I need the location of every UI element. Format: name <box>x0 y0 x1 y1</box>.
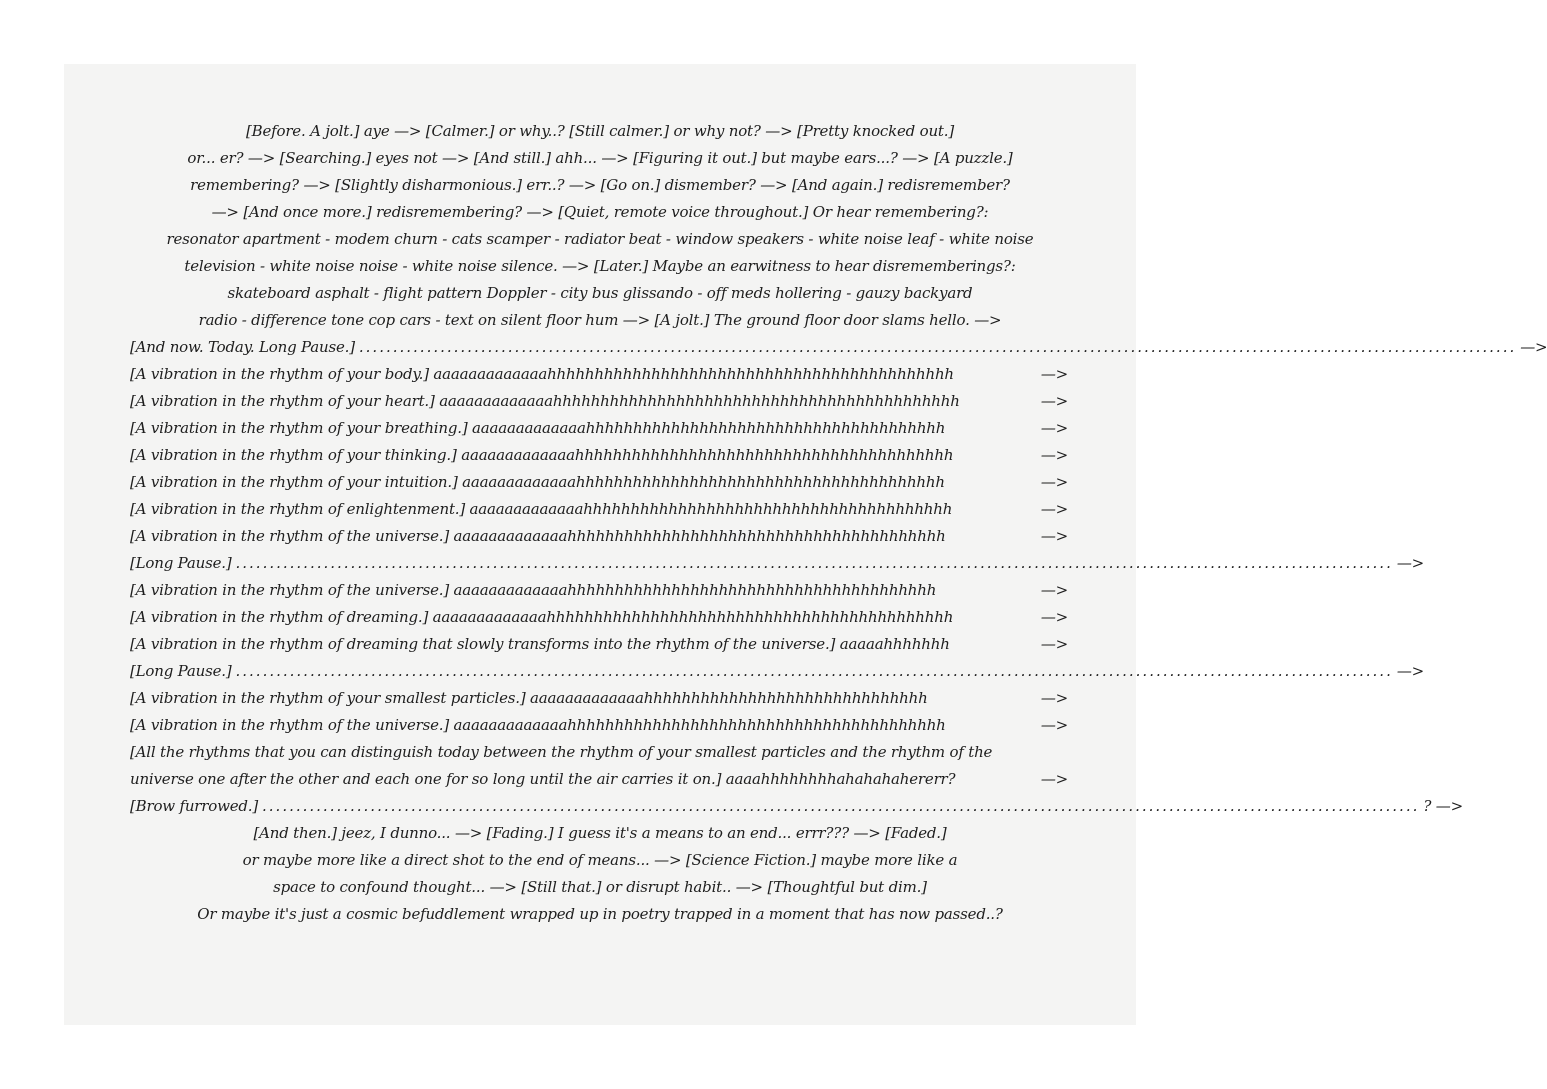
dotted-leader: ........................................................................................................................................................................... <box>262 797 1420 815</box>
line-text: [A vibration in the rhythm of your smallest particles.] aaaaaaaaaaaaahhhhhhhhhhhhhhhhhhhhhhhhhhhhhh <box>130 689 928 707</box>
line-text: [A vibration in the rhythm of enlightenment.] aaaaaaaaaaaaahhhhhhhhhhhhhhhhhhhhhhhhhhhhhhhhhhhhhhh <box>130 500 953 518</box>
line-text: [Long Pause.] <box>130 662 232 680</box>
text-line: television - white noise noise - white noise silence. —> [Later.] Maybe an earwitness to hear disrememberings?: <box>184 257 1016 275</box>
handwritten-text-block <box>64 118 1547 928</box>
line-text: [A vibration in the rhythm of dreaming that slowly transforms into the rhythm of the universe.] aaaaahhhhhhh <box>130 635 950 653</box>
line-text: [Brow furrowed.] <box>130 797 259 815</box>
text-line <box>64 604 1136 631</box>
text-line: Or maybe it's just a cosmic befuddlement wrapped up in poetry trapped in a moment that has now passed..? <box>197 905 1003 923</box>
text-line <box>64 685 1136 712</box>
line-text: [A vibration in the rhythm of your intuition.] aaaaaaaaaaaaahhhhhhhhhhhhhhhhhhhhhhhhhhhhhhhhhhhhhhh <box>130 473 945 491</box>
text-line <box>64 334 1547 361</box>
text-line: resonator apartment - modem churn - cats scamper - radiator beat - window speakers - white noise leaf - white noise <box>166 230 1034 248</box>
text-line: or... er? —> [Searching.] eyes not —> [And still.] ahh... —> [Figuring it out.] but maybe ears...? —> [A puzzle.] <box>187 149 1013 167</box>
text-line: [And then.] jeez, I dunno... —> [Fading.] I guess it's a means to an end... errr??? —> [Faded.] <box>253 824 947 842</box>
text-line <box>64 658 1425 685</box>
text-line <box>64 415 1136 442</box>
line-text: [A vibration in the rhythm of your body.] aaaaaaaaaaaaahhhhhhhhhhhhhhhhhhhhhhhhhhhhhhhhhhhhhhhhhhh <box>130 365 954 383</box>
text-line <box>64 523 1136 550</box>
arrow-mark: —> <box>1396 554 1425 572</box>
text-line <box>64 712 1136 739</box>
text-line: remembering? —> [Slightly disharmonious.] err..? —> [Go on.] dismember? —> [And again.] redisremember? <box>190 176 1010 194</box>
arrow-mark: —> <box>1040 635 1068 653</box>
text-line <box>64 739 1136 766</box>
arrow-mark: —> <box>1040 419 1068 437</box>
dotted-leader: ........................................................................................................................................................................... <box>358 338 1517 356</box>
line-text: universe one after the other and each one for so long until the air carries it on.] aaaahhhhhhhhahahahahererr? <box>130 770 956 788</box>
arrow-mark: —> <box>1040 581 1068 599</box>
text-line: or maybe more like a direct shot to the end of means... —> [Science Fiction.] maybe more like a <box>242 851 958 869</box>
arrow-mark: —> <box>1520 338 1547 356</box>
text-line <box>64 577 1136 604</box>
arrow-mark: —> <box>1040 770 1068 788</box>
text-line: radio - difference tone cop cars - text on silent floor hum —> [A jolt.] The ground floor door slams hello. —> <box>198 311 1002 329</box>
text-line <box>64 361 1136 388</box>
text-line <box>64 550 1425 577</box>
text-line <box>64 793 1463 820</box>
text-line <box>64 442 1136 469</box>
text-line: skateboard asphalt - flight pattern Doppler - city bus glissando - off meds hollering - gauzy backyard <box>227 284 973 302</box>
line-text: [Long Pause.] <box>130 554 232 572</box>
line-text: [A vibration in the rhythm of the universe.] aaaaaaaaaaaaahhhhhhhhhhhhhhhhhhhhhhhhhhhhhhhhhhhhhhh <box>130 581 937 599</box>
arrow-mark: —> <box>1040 392 1068 410</box>
dotted-leader: ........................................................................................................................................................................... <box>235 662 1393 680</box>
line-text: [And now. Today. Long Pause.] <box>130 338 355 356</box>
arrow-mark: —> <box>1040 689 1068 707</box>
line-text: [All the rhythms that you can distinguish today between the rhythm of your smallest particles and the rhythm of the <box>130 743 993 761</box>
text-line <box>64 631 1136 658</box>
text-line <box>64 469 1136 496</box>
line-text: [A vibration in the rhythm of dreaming.] aaaaaaaaaaaaahhhhhhhhhhhhhhhhhhhhhhhhhhhhhhhhhhhhhhhhhhh <box>130 608 954 626</box>
text-line: [Before. A jolt.] aye —> [Calmer.] or why..? [Still calmer.] or why not? —> [Pretty knocked out.] <box>246 122 954 140</box>
text-line: —> [And once more.] redisremembering? —> [Quiet, remote voice throughout.] Or hear remembering?: <box>211 203 989 221</box>
arrow-mark: —> <box>1040 500 1068 518</box>
line-text: [A vibration in the rhythm of the universe.] aaaaaaaaaaaaahhhhhhhhhhhhhhhhhhhhhhhhhhhhhhhhhhhhhhhh <box>130 716 946 734</box>
line-text: [A vibration in the rhythm of your thinking.] aaaaaaaaaaaaahhhhhhhhhhhhhhhhhhhhhhhhhhhhhhhhhhhhhhhh <box>130 446 954 464</box>
arrow-mark: —> <box>1040 527 1068 545</box>
line-text: [A vibration in the rhythm of your breathing.] aaaaaaaaaaaaahhhhhhhhhhhhhhhhhhhhhhhhhhhhhhhhhhhhhh <box>130 419 946 437</box>
dotted-leader: ........................................................................................................................................................................... <box>235 554 1393 572</box>
text-line <box>64 388 1136 415</box>
text-line <box>64 496 1136 523</box>
arrow-mark: —> <box>1040 716 1068 734</box>
arrow-mark: —> <box>1040 446 1068 464</box>
arrow-mark: —> <box>1040 608 1068 626</box>
text-line: space to confound thought... —> [Still that.] or disrupt habit.. —> [Thoughtful but dim.] <box>273 878 927 896</box>
question-arrow-mark: ? —> <box>1423 797 1463 815</box>
text-line <box>64 766 1136 793</box>
arrow-mark: —> <box>1040 473 1068 491</box>
line-text: [A vibration in the rhythm of your heart.] aaaaaaaaaaaaahhhhhhhhhhhhhhhhhhhhhhhhhhhhhhhhhhhhhhhhhhh <box>130 392 960 410</box>
arrow-mark: —> <box>1040 365 1068 383</box>
paper-sheet <box>64 64 1547 1025</box>
line-text: [A vibration in the rhythm of the universe.] aaaaaaaaaaaaahhhhhhhhhhhhhhhhhhhhhhhhhhhhhhhhhhhhhhhh <box>130 527 946 545</box>
arrow-mark: —> <box>1396 662 1425 680</box>
